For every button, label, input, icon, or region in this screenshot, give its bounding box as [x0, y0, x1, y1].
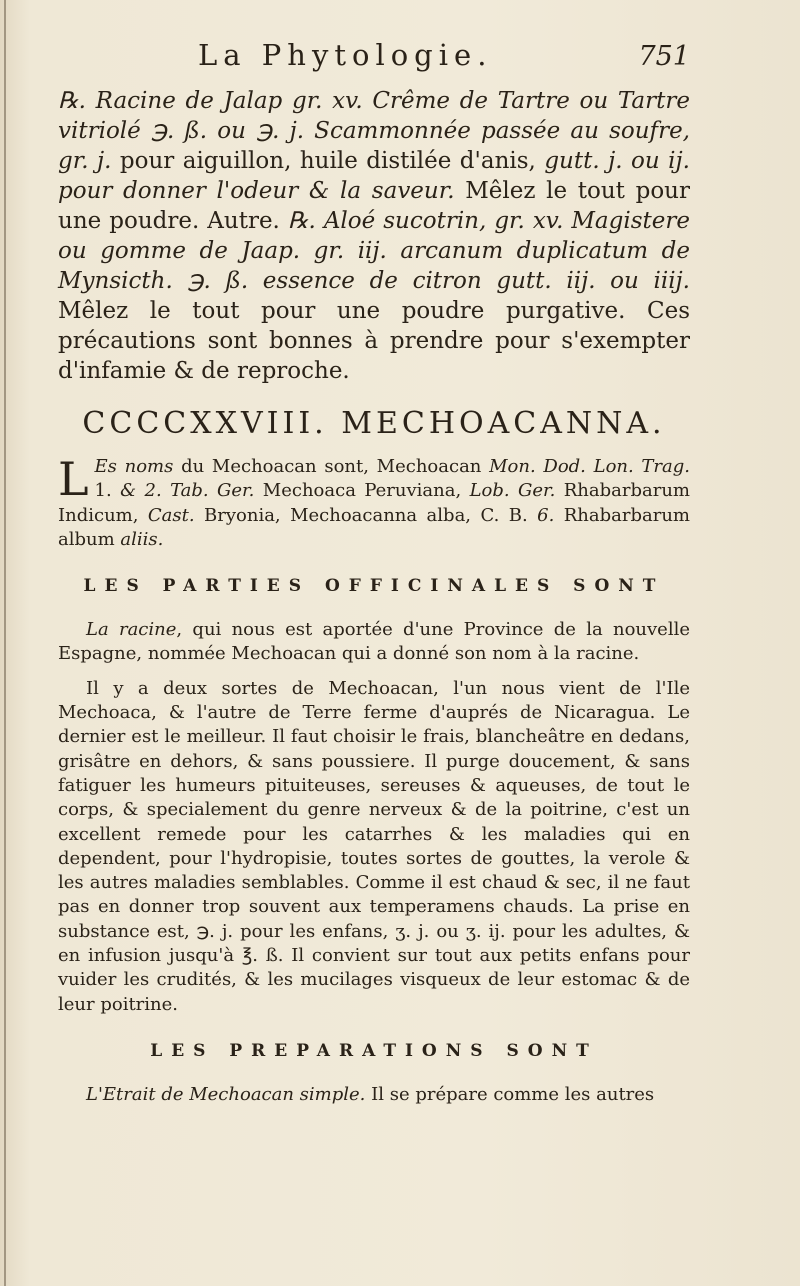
chapter-heading: CCCCXXVIII. MECHOACANNA.: [82, 406, 666, 441]
extrait-segment: Il se prépare comme les autres: [365, 1083, 655, 1105]
racine-segment: La racine: [86, 619, 177, 641]
names-segment: Lob. Ger.: [469, 480, 556, 502]
names-segment: du Mechoacan sont, Mechoacan: [173, 456, 490, 477]
section-heading-preparations: LES PREPARATIONS SONT: [150, 1040, 598, 1061]
page-content: [58, 38, 690, 1107]
names-segment: 1.: [94, 480, 121, 502]
names-segment: Rhabarbarum album: [58, 504, 690, 550]
section-heading-parties: LES PARTIES OFFICINALES SONT: [83, 576, 665, 597]
names-segment: aliis.: [120, 528, 164, 550]
running-head-title: La Phytologie.: [198, 38, 493, 72]
names-segment: Mechoaca Peruviana,: [254, 480, 470, 502]
racine-segment: , qui nous est aportée d'une Province de la nouvelle Espagne, nommée Mechoacan qui a donné son nom à la racine.: [58, 619, 691, 665]
opening-segment: Mêlez le tout pour une poudre purgative. Ces précautions sont bonnes à prendre pour s'exempter d'infamie & de reproche.: [58, 298, 690, 384]
names-segment: 6.: [537, 504, 555, 526]
opening-segment: pour aiguillon, huile distilée d'anis,: [111, 148, 545, 174]
names-segment: Bryonia, Mechoacanna alba, C. B.: [194, 504, 538, 526]
running-head: [58, 38, 690, 86]
names-segment: Es noms: [94, 456, 174, 477]
page-edge-line: [4, 0, 6, 1286]
paragraph-gap: [58, 667, 690, 677]
opening-segment: gutt. j. ou ij. pour donner l'odeur & la saveur.: [58, 148, 690, 204]
opening-paragraph: [58, 86, 690, 386]
opening-segment: Mêlez le tout pour une poudre. Autre.: [58, 178, 690, 234]
names-segment: Cast.: [147, 504, 195, 526]
opening-segment: ℞. Aloé sucotrin, gr. xv. Magistere ou gomme de Jaap. gr. iij. arcanum duplicatum de Mynsicth. ℈. ß. essence de citron gutt. iij. ou iiij.: [58, 208, 690, 294]
extrait-segment: L'Etrait de Mechoacan simple.: [86, 1083, 366, 1105]
sortes-paragraph: Il y a deux sortes de Mechoacan, l'un nous vient de l'Ile Mechoaca, & l'autre de Terre ferme d'auprés de Nicaragua. Le dernier est le meilleur. Il faut choisir le frais, blancheâtre en dedans, grisâtre en dehors, & sans poussiere. Il purge doucement, & sans fatiguer les humeurs pituiteuses, sereuses & aqueuses, de tout le corps, & specialement du genre nerveux & de la poitrine, c'est un excellent remede pour les catarrhes & les maladies qui en dependent, pour l'hydropisie, toutes sortes de gouttes, la verole & les autres maladies semblables. Comme il est chaud & sec, il ne faut pas en donner trop souvent aux temperamens chauds. La prise en substance est, ℈. j. pour les enfans, ʒ. j. ou ʒ. ij. pour les adultes, & en infusion jusqu'à ℥. ß. Il convient sur tout aux petits enfans pour vuider les crudités, & les mucilages visqueux de leur estomac & de leur poitrine.: [58, 677, 690, 1015]
names-segment: & 2. Tab. Ger.: [120, 480, 255, 502]
page-number: 751: [638, 41, 690, 72]
names-paragraph: [58, 452, 691, 552]
racine-paragraph: [58, 618, 690, 667]
drop-cap: L: [58, 452, 89, 506]
names-segment: Rhabarbarum Indicum,: [58, 480, 690, 526]
opening-segment: ℞. Racine de Jalap gr. xv. Crême de Tartre ou Tartre vitriolé ℈. ß. ou ℈. j. Scammonnée passée au soufre, gr. j.: [58, 88, 690, 174]
names-segment: Mon. Dod. Lon. Trag.: [489, 456, 691, 477]
extrait-paragraph: [58, 1083, 690, 1107]
